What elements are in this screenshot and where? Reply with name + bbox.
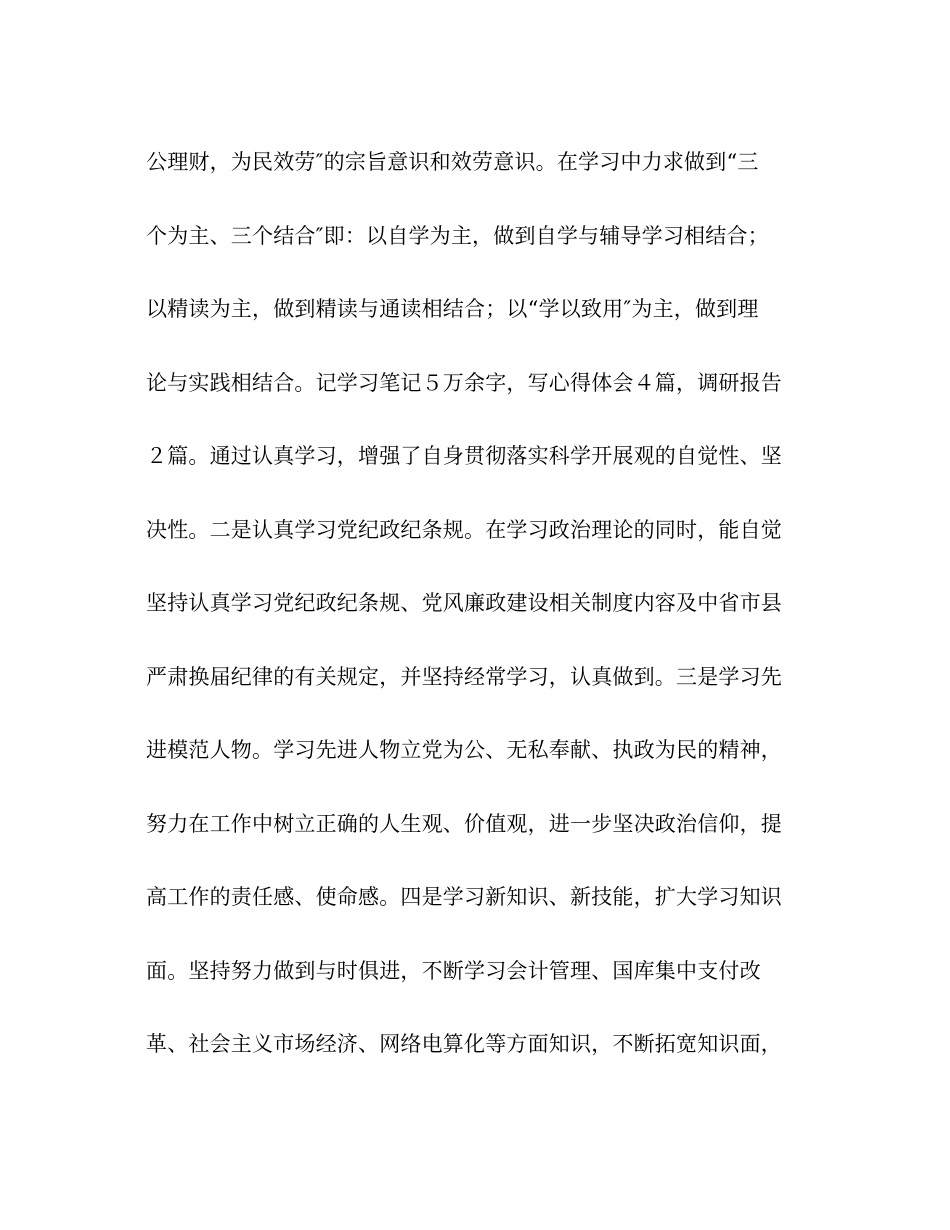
body-paragraph [146,144,806,1100]
text-line: 面。坚持努力做到与时俱进，不断学习会计管理、国库集中支付改 [146,958,761,983]
text-line: ２篇。通过认真学习，增强了自身贯彻落实科学开展观的自觉性、坚 [146,444,782,468]
text-line: 以精读为主，做到精读与通读相结合；以“学以致用″为主，做到理 [146,297,759,321]
text-line: 努力在工作中树立正确的人生观、价值观，进一步坚决政治信仰，提 [146,811,782,836]
text-line: 革、社会主义市场经济、网络电算化等方面知识，不断拓宽知识面， [146,1032,782,1056]
text-line: 个为主、三个结合″即：以自学为主，做到自学与辅导学习相结合； [146,223,769,248]
text-line: 坚持认真学习党纪政纪条规、党风廉政建设相关制度内容及中省市县 [146,591,782,615]
text-line: 进模范人物。学习先进人物立党为公、无私奉献、执政为民的精神， [146,738,782,762]
text-line: 论与实践相结合。记学习笔记５万余字，写心得体会４篇，调研报告 [146,370,782,395]
text-line: 高工作的责任感、使命感。四是学习新知识、新技能，扩大学习知识 [146,885,782,909]
text-line: 决性。二是认真学习党纪政纪条规。在学习政治理论的同时，能自觉 [146,517,782,542]
text-line: 公理财，为民效劳″的宗旨意识和效劳意识。在学习中力求做到“三 [146,150,759,174]
text-line: 严肃换届纪律的有关规定，并坚持经常学习，认真做到。三是学习先 [146,664,782,689]
